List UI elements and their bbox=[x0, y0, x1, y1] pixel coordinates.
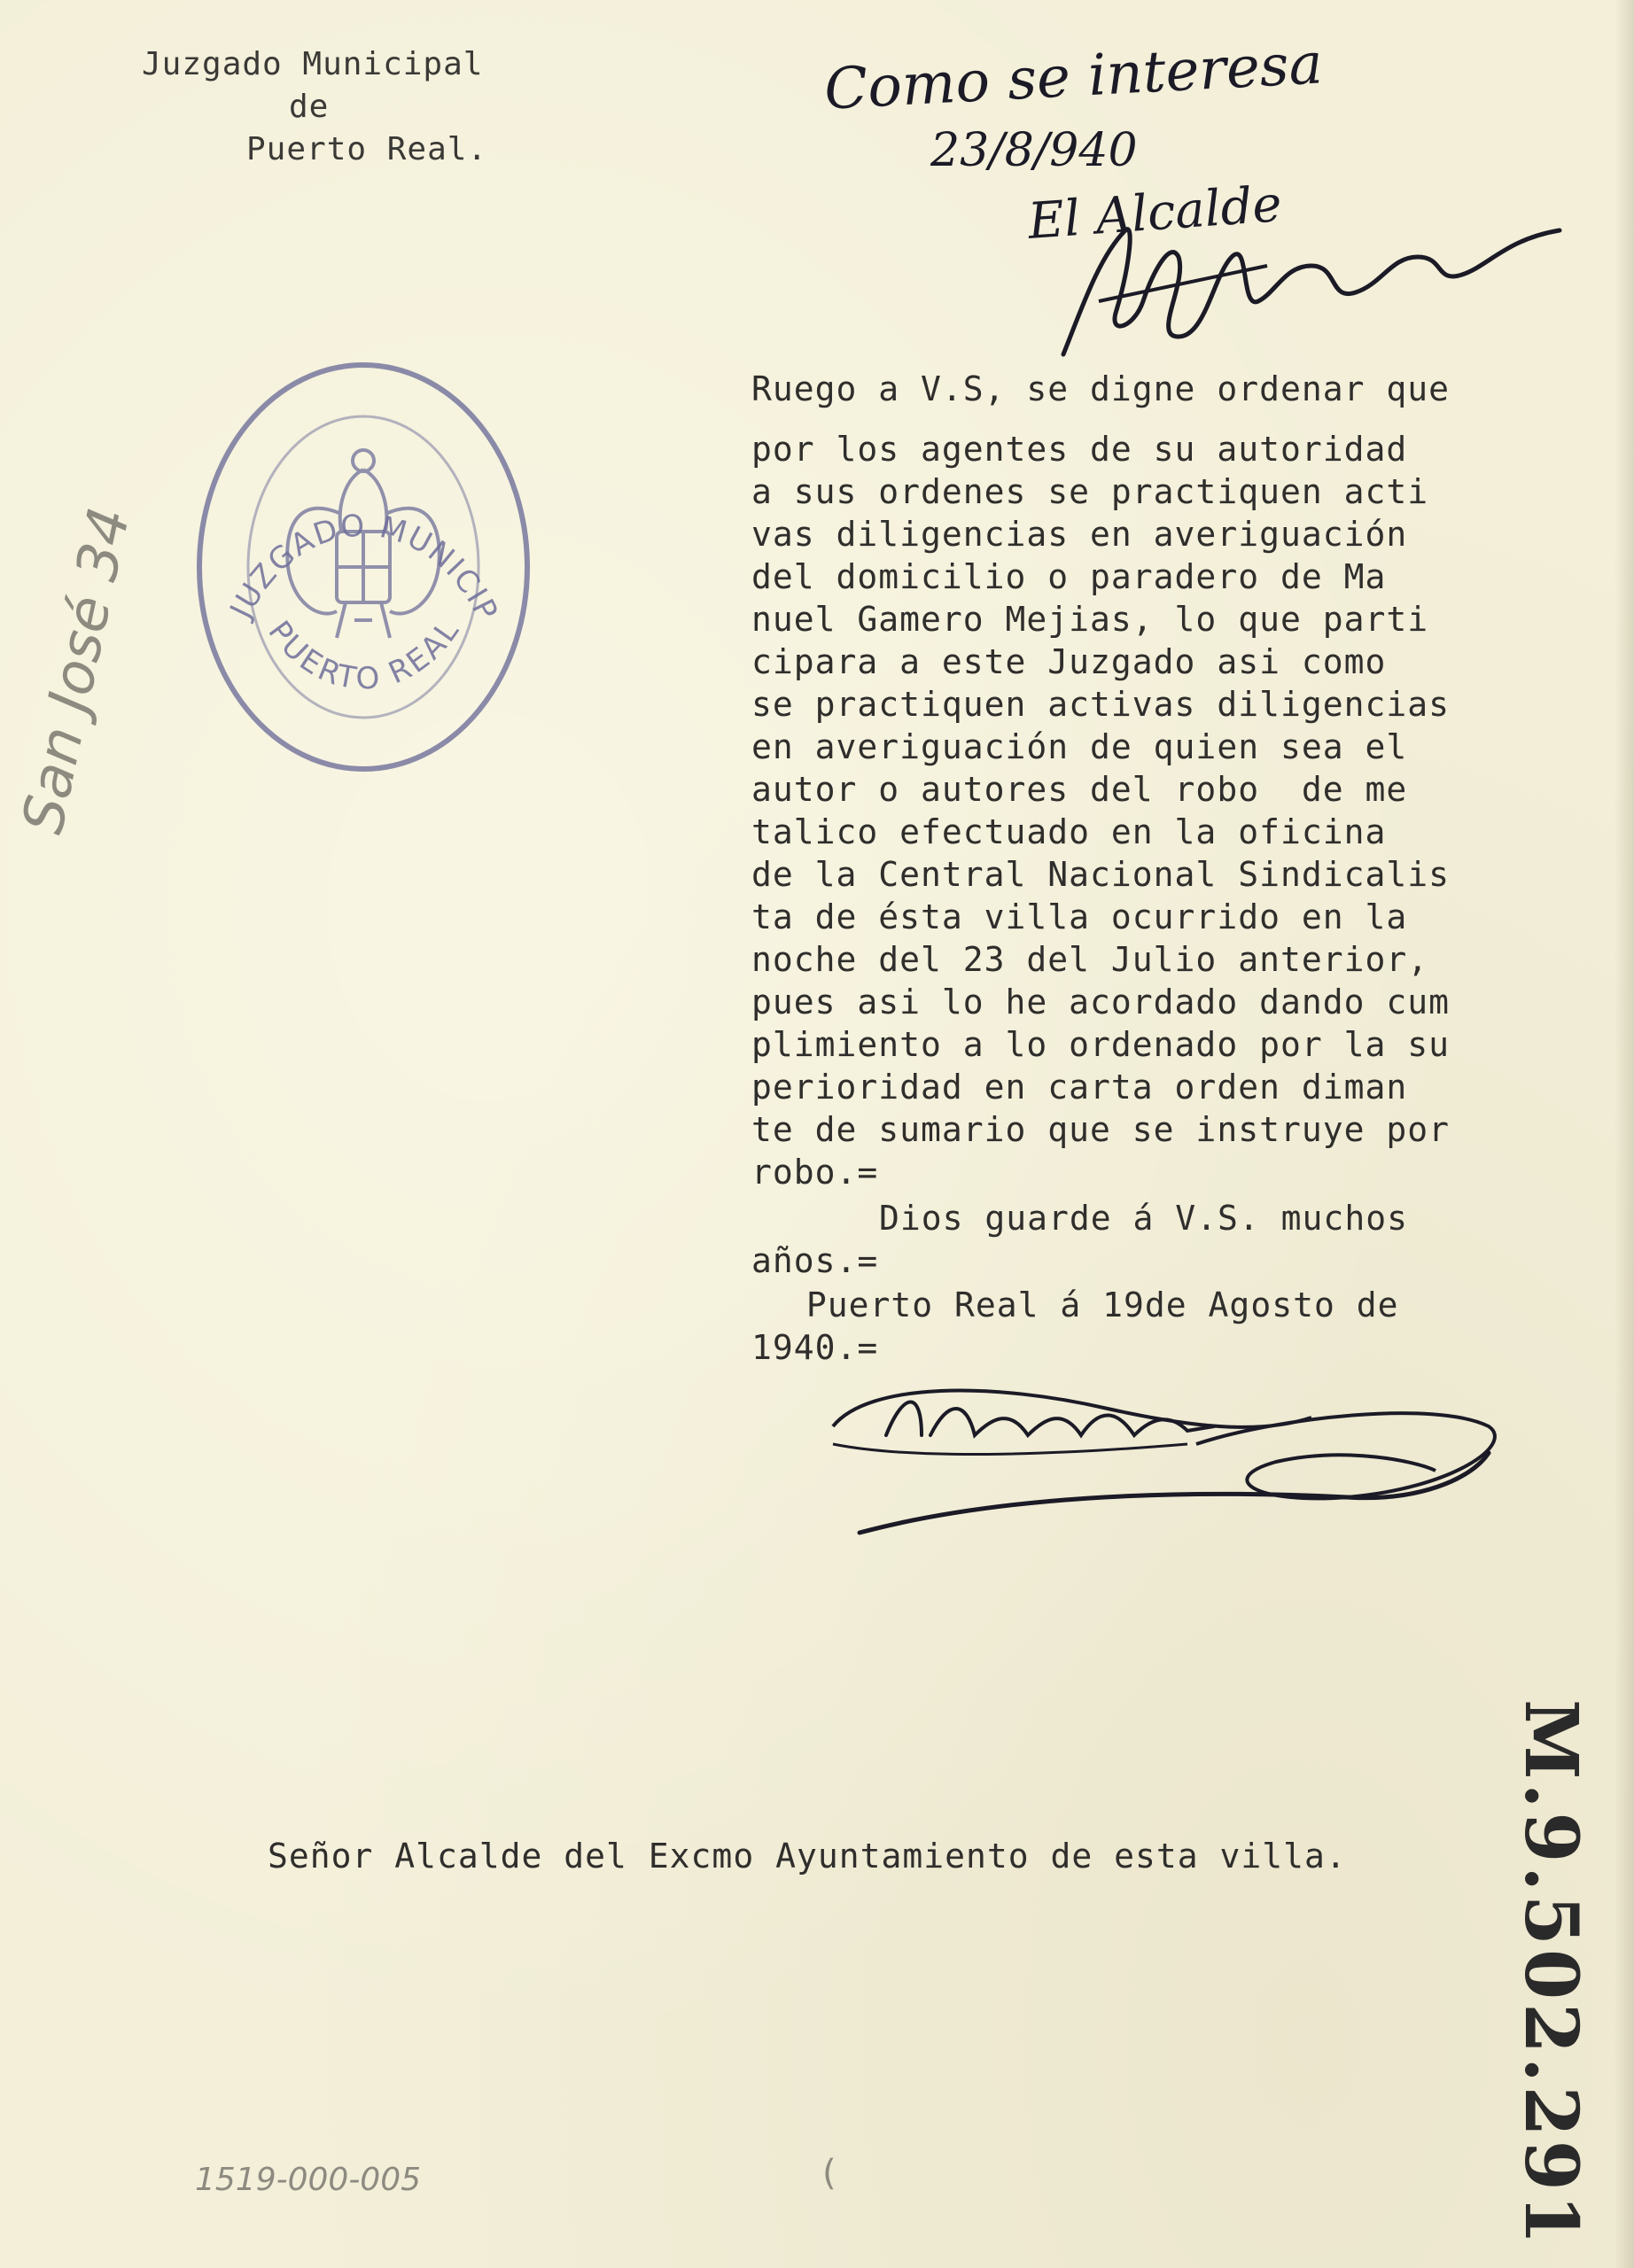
margin-pencil-note: San José 34 bbox=[10, 501, 144, 840]
mayor-signature bbox=[1046, 204, 1577, 363]
handwritten-annotation-line3: El Alcalde bbox=[1026, 175, 1284, 251]
handwritten-annotation-date: 23/8/940 bbox=[930, 124, 1138, 177]
body-line: talico efectuado en la oficina bbox=[751, 812, 1387, 851]
body-line: de la Central Nacional Sindicalis bbox=[751, 855, 1450, 894]
court-name-line3: Puerto Real. bbox=[246, 131, 488, 167]
body-line: plimiento a lo ordenado por la su bbox=[751, 1025, 1450, 1064]
body-line: del domicilio o paradero de Ma bbox=[751, 557, 1387, 596]
body-line: nuel Gamero Mejias, lo que parti bbox=[751, 600, 1429, 639]
catalog-number: 1519-000-005 bbox=[195, 2162, 422, 2198]
body-line: a sus ordenes se practiquen acti bbox=[751, 472, 1429, 511]
body-line: robo.= bbox=[751, 1153, 879, 1192]
body-line: te de sumario que se instruye por bbox=[751, 1110, 1450, 1149]
body-line: ta de ésta villa ocurrido en la bbox=[751, 897, 1408, 936]
stamp-top-text: JUZGADO MUNICIPAL DE bbox=[173, 327, 504, 626]
archive-reference-stamp: M.9.502.291 bbox=[1508, 1699, 1593, 2249]
body-line: vas diligencias en averiguación bbox=[751, 515, 1408, 554]
closing-line: Dios guarde á V.S. muchos bbox=[879, 1199, 1408, 1238]
closing-line: Puerto Real á 19de Agosto de bbox=[785, 1285, 1399, 1324]
court-stamp bbox=[173, 327, 541, 780]
handwritten-annotation-line1: Como se interesa bbox=[822, 31, 1325, 123]
closing-line: 1940.= bbox=[751, 1328, 879, 1367]
body-line: se practiquen activas diligencias bbox=[751, 685, 1450, 724]
stamp-bottom-text: PUERTO REAL bbox=[261, 612, 468, 698]
court-name-line1: Juzgado Municipal bbox=[142, 46, 484, 82]
judge-signature bbox=[815, 1364, 1506, 1550]
closing-line: años.= bbox=[751, 1241, 879, 1280]
body-line: noche del 23 del Julio anterior, bbox=[751, 940, 1429, 979]
court-name-line2: de bbox=[289, 89, 330, 125]
body-line: por los agentes de su autoridad bbox=[751, 430, 1408, 469]
addressee-line: Señor Alcalde del Excmo Ayuntamiento de esta villa. bbox=[268, 1837, 1347, 1876]
pencil-mark: ( bbox=[822, 2153, 836, 2194]
body-line: cipara a este Juzgado asi como bbox=[751, 642, 1387, 681]
body-line: perioridad en carta orden diman bbox=[751, 1068, 1408, 1107]
body-line: pues asi lo he acordado dando cum bbox=[751, 983, 1450, 1021]
body-line: Ruego a V.S, se digne ordenar que bbox=[751, 369, 1450, 408]
body-line: autor o autores del robo de me bbox=[751, 770, 1408, 809]
body-line: en averiguación de quien sea el bbox=[751, 727, 1408, 766]
